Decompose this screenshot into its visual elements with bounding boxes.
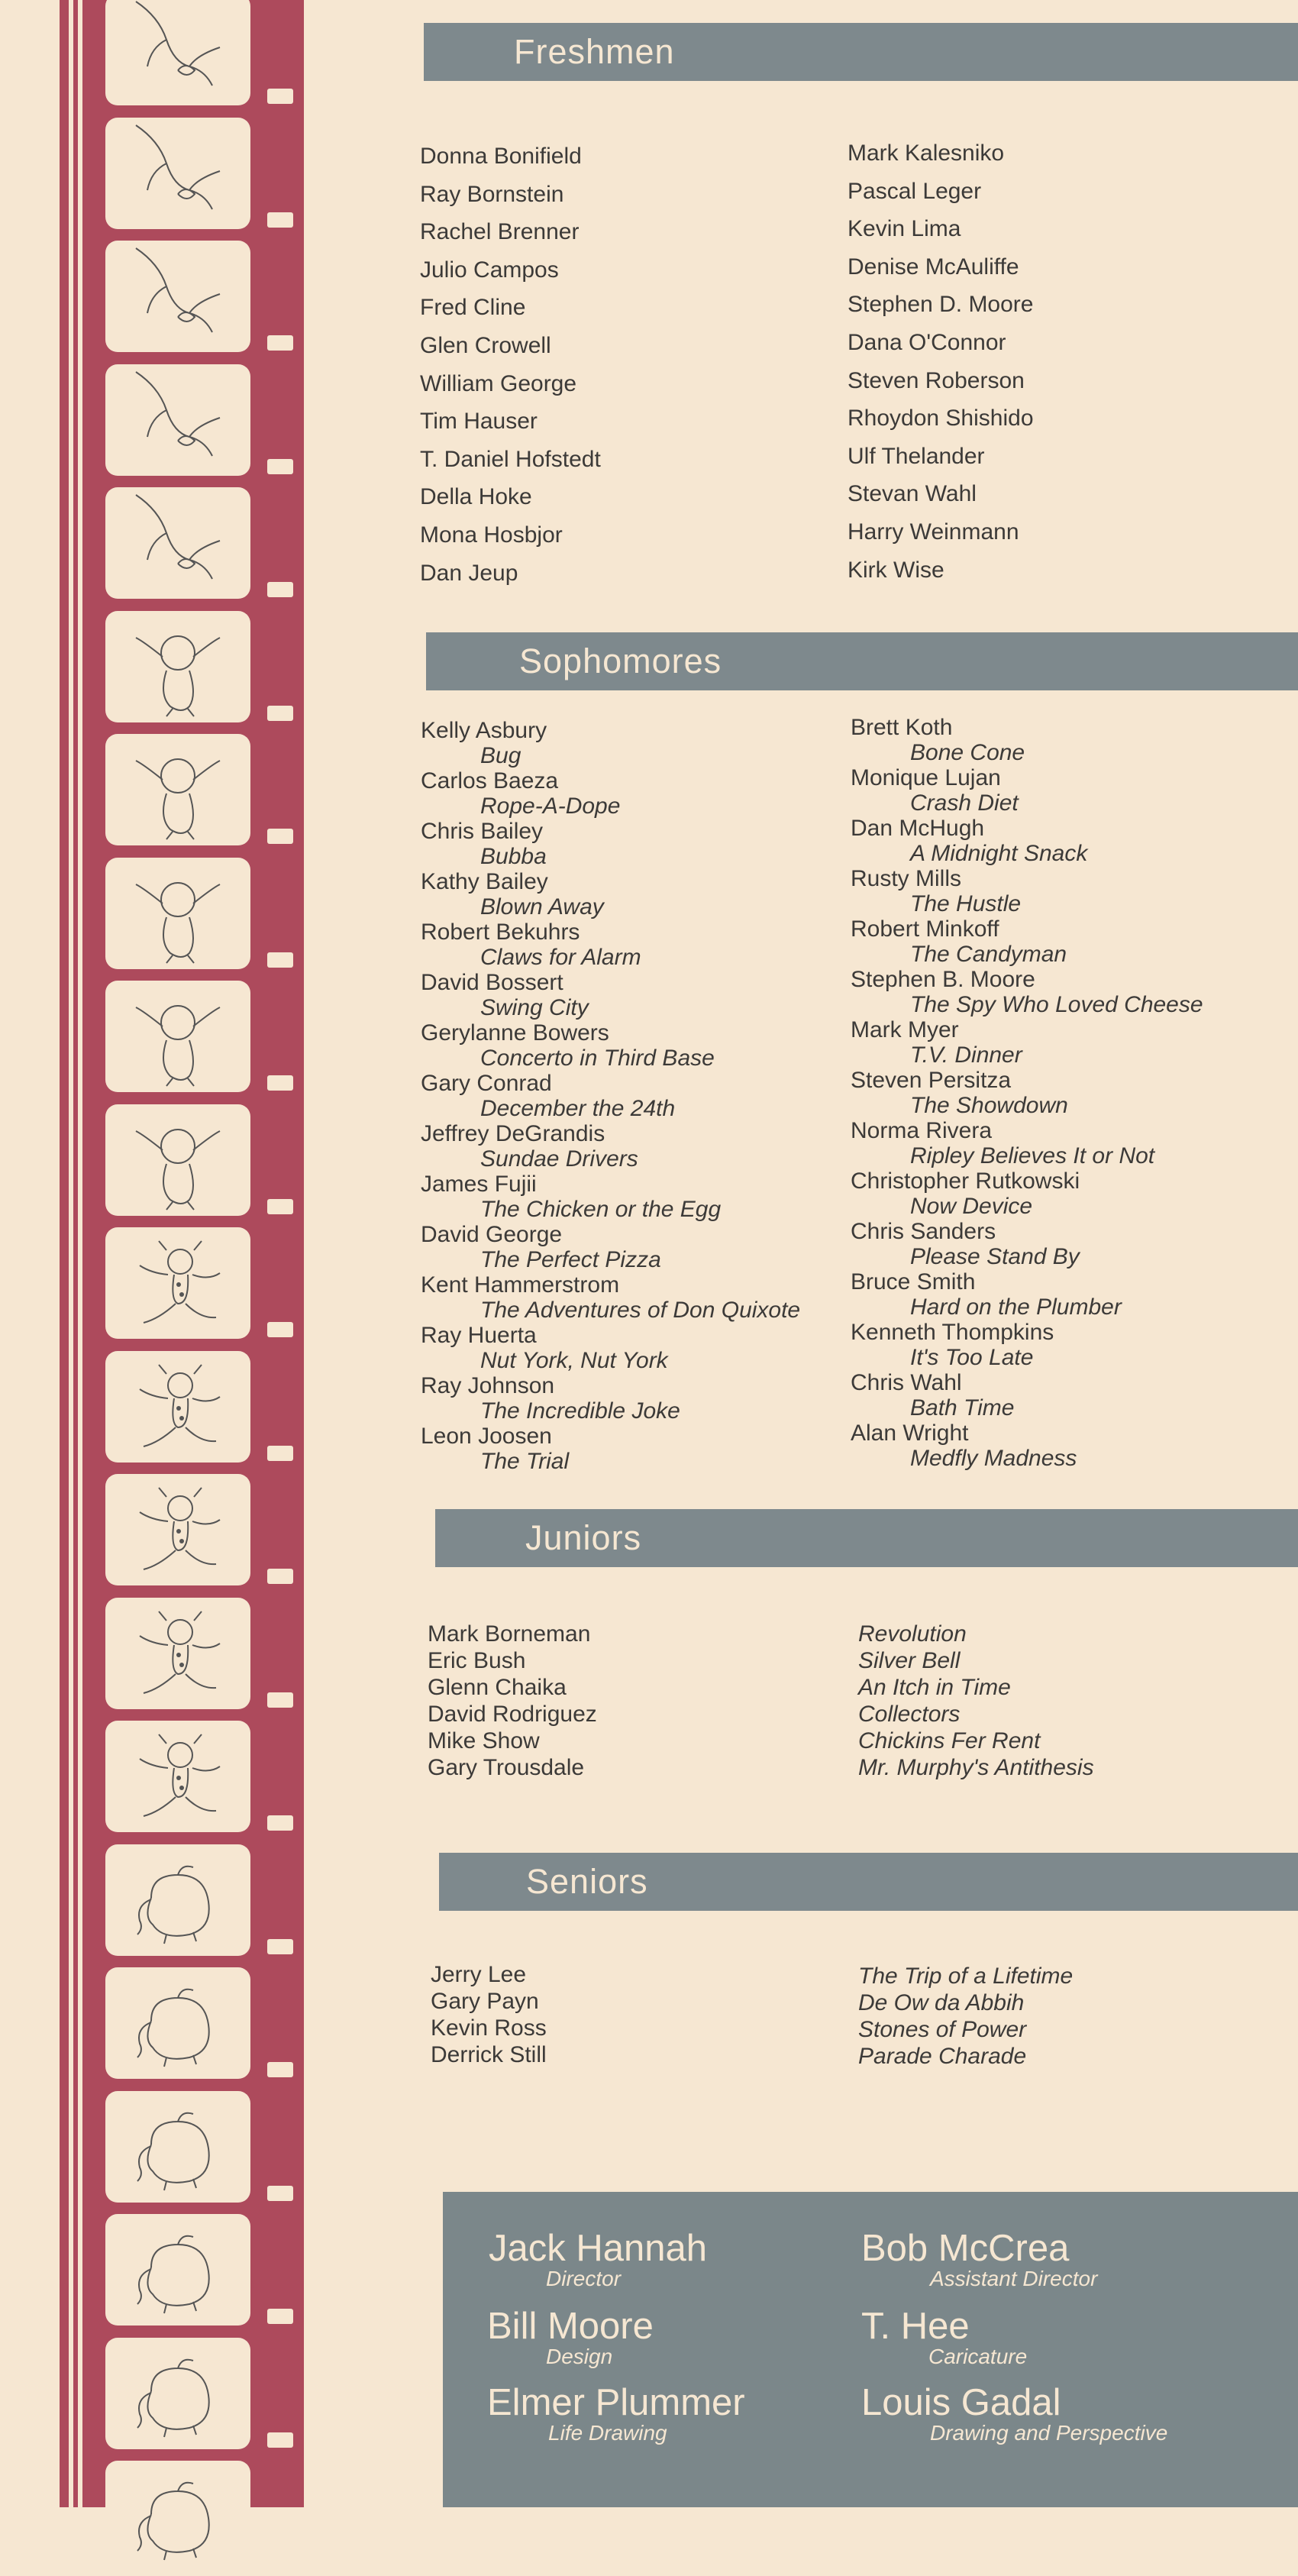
film-title: Now Device: [910, 1194, 1033, 1219]
student-entry: [851, 715, 1203, 765]
student-entry: [421, 718, 800, 768]
sophomores-header: [426, 632, 1298, 690]
student-entry: [851, 1370, 1203, 1421]
sprocket-hole: [267, 89, 293, 104]
student-entry: [421, 920, 800, 970]
elephant-sketch-icon: [105, 2461, 250, 2572]
student-name: Ray Johnson: [421, 1373, 555, 1398]
film-strip-edge-thin: [73, 0, 78, 2507]
faculty-name: T. Hee: [861, 2306, 970, 2347]
film-frame: [105, 2338, 250, 2449]
student-entry: [421, 1272, 800, 1323]
student-name: Christopher Rutkowski: [851, 1168, 1080, 1194]
student-entry: [421, 869, 800, 920]
film-frame: [105, 981, 250, 1092]
sprocket-hole: [267, 1569, 293, 1584]
film-title: Concerto in Third Base: [480, 1046, 715, 1071]
student-name: Ray Huerta: [421, 1323, 537, 1348]
freshmen-left-column: [420, 137, 601, 592]
film-frame: [105, 2461, 250, 2572]
clown-dancing-sketch-icon: [105, 1474, 250, 1585]
student-name: Mike Show: [428, 1728, 540, 1753]
student-name: Stephen D. Moore: [848, 292, 1034, 318]
student-name: Stevan Wahl: [848, 481, 977, 507]
film-title: Medfly Madness: [910, 1446, 1077, 1471]
student-name: Brett Koth: [851, 715, 953, 740]
student-entry: [851, 1219, 1203, 1269]
seniors-header: [439, 1853, 1298, 1911]
elephant-sketch-icon: [105, 2214, 250, 2326]
film-title: The Showdown: [910, 1093, 1068, 1118]
sprocket-hole: [267, 212, 293, 228]
sprocket-hole: [267, 1322, 293, 1337]
film-title: The Spy Who Loved Cheese: [910, 992, 1203, 1017]
student-entry: [421, 970, 800, 1020]
film-title: The Chicken or the Egg: [480, 1197, 722, 1222]
film-frame: [105, 1844, 250, 1956]
boy-waving-sketch-icon: [105, 1104, 250, 1216]
film-title: Parade Charade: [858, 2044, 1027, 2069]
sprocket-hole: [267, 1692, 293, 1708]
clown-dancing-sketch-icon: [105, 1721, 250, 1832]
film-title: The Trip of a Lifetime: [858, 1964, 1074, 1989]
student-entry: [421, 1373, 800, 1424]
student-name: Gerylanne Bowers: [421, 1020, 609, 1046]
film-title: Silver Bell: [858, 1648, 961, 1673]
student-entry: [421, 1071, 800, 1121]
boy-waving-sketch-icon: [105, 611, 250, 722]
student-entry: [851, 916, 1203, 967]
faculty-name: Elmer Plummer: [487, 2382, 745, 2423]
faculty-member: [487, 2306, 654, 2368]
faculty-role: Assistant Director: [930, 2267, 1098, 2290]
film-title: Bath Time: [910, 1395, 1015, 1421]
film-frame: [105, 0, 250, 105]
freshmen-title: Freshmen: [514, 32, 675, 71]
faculty-box: [443, 2192, 1298, 2507]
faculty-role: Caricature: [928, 2345, 1028, 2368]
sprocket-hole: [267, 2309, 293, 2324]
sprocket-hole: [267, 952, 293, 968]
student-name: Carlos Baeza: [421, 768, 559, 793]
student-entry: [421, 1121, 800, 1172]
student-name: Derrick Still: [431, 2042, 547, 2067]
student-name: Rachel Brenner: [420, 219, 580, 245]
film-frame: [105, 241, 250, 352]
film-title: Stones of Power: [858, 2017, 1027, 2042]
student-name: Gary Conrad: [421, 1071, 552, 1096]
student-entry: [851, 1320, 1203, 1370]
faculty-member: [861, 2383, 1167, 2444]
film-title: Revolution: [858, 1621, 967, 1647]
faculty-name: Jack Hannah: [489, 2228, 708, 2269]
student-name: Julio Campos: [420, 257, 559, 283]
student-name: Glenn Chaika: [428, 1675, 567, 1700]
faculty-member: [489, 2229, 707, 2290]
student-entry: [421, 819, 800, 869]
student-entry: [851, 866, 1203, 916]
film-title: Collectors: [858, 1702, 961, 1727]
film-title: Mr. Murphy's Antithesis: [858, 1755, 1094, 1780]
student-name: Della Hoke: [420, 484, 532, 510]
sprocket-hole: [267, 2062, 293, 2077]
film-frame: [105, 1227, 250, 1339]
sprocket-hole: [267, 1075, 293, 1091]
faculty-name: Bill Moore: [487, 2306, 654, 2347]
film-title: Nut York, Nut York: [480, 1348, 668, 1373]
student-name: James Fujii: [421, 1172, 537, 1197]
student-name: Ulf Thelander: [848, 443, 985, 469]
film-frame: [105, 118, 250, 229]
film-title: Ripley Believes It or Not: [910, 1143, 1155, 1168]
monkey-swinging-sketch-icon: [105, 118, 250, 229]
sprocket-hole: [267, 706, 293, 721]
student-entry: [851, 967, 1203, 1017]
boy-waving-sketch-icon: [105, 981, 250, 1092]
student-entry: [851, 1269, 1203, 1320]
student-name: Alan Wright: [851, 1421, 969, 1446]
student-name: Dan Jeup: [420, 560, 518, 586]
film-title: The Adventures of Don Quixote: [480, 1298, 801, 1323]
student-name: Jeffrey DeGrandis: [421, 1121, 605, 1146]
student-name: Kathy Bailey: [421, 869, 548, 894]
elephant-sketch-icon: [105, 1844, 250, 1956]
student-entry: [421, 1424, 800, 1474]
student-name: Donna Bonifield: [420, 144, 582, 169]
student-entry: [851, 1168, 1203, 1219]
freshmen-header: [424, 23, 1298, 81]
student-name: Tim Hauser: [420, 409, 538, 435]
juniors-film-titles: [858, 1621, 1094, 1781]
boy-waving-sketch-icon: [105, 734, 250, 845]
film-title: T.V. Dinner: [910, 1042, 1022, 1068]
student-entry: [421, 1323, 800, 1373]
faculty-role: Design: [546, 2345, 613, 2368]
film-title: Rope-A-Dope: [480, 793, 621, 819]
student-name: William George: [420, 370, 577, 396]
film-title: December the 24th: [480, 1096, 676, 1121]
film-frame: [105, 1104, 250, 1216]
film-strip-edge: [60, 0, 69, 2507]
film-title: Bubba: [480, 844, 547, 869]
student-name: Mark Myer: [851, 1017, 959, 1042]
student-entry: [851, 1421, 1203, 1471]
film-frame: [105, 1351, 250, 1463]
freshmen-right-column: [848, 134, 1034, 589]
film-frame: [105, 1967, 250, 2079]
clown-dancing-sketch-icon: [105, 1351, 250, 1463]
student-name: Jerry Lee: [431, 1962, 527, 1987]
student-name: Rhoydon Shishido: [848, 406, 1034, 431]
student-name: Ray Bornstein: [420, 181, 564, 207]
student-name: Denise McAuliffe: [848, 254, 1019, 280]
sophomores-left-column: [421, 718, 800, 1474]
clown-dancing-sketch-icon: [105, 1227, 250, 1339]
student-name: Fred Cline: [420, 295, 526, 321]
film-frame: [105, 734, 250, 845]
student-name: Gary Trousdale: [428, 1755, 585, 1780]
film-title: Bone Cone: [910, 740, 1025, 765]
seniors-title: Seniors: [526, 1862, 648, 1901]
faculty-name: Bob McCrea: [861, 2228, 1070, 2269]
sprocket-hole: [267, 2186, 293, 2201]
sprocket-hole: [267, 829, 293, 844]
student-name: Monique Lujan: [851, 765, 1001, 790]
student-entry: [851, 816, 1203, 866]
student-entry: [851, 1118, 1203, 1168]
sprocket-hole: [267, 1199, 293, 1214]
film-title: De Ow da Abbih: [858, 1990, 1025, 2015]
student-name: Kevin Lima: [848, 216, 961, 242]
student-name: Norma Rivera: [851, 1118, 993, 1143]
elephant-sketch-icon: [105, 1967, 250, 2079]
film-title: Blown Away: [480, 894, 604, 920]
student-entry: [421, 1020, 800, 1071]
seniors-film-titles: [858, 1963, 1073, 2070]
film-title: The Hustle: [910, 891, 1022, 916]
film-title: Bug: [480, 743, 521, 768]
film-title: It's Too Late: [910, 1345, 1034, 1370]
student-name: Steven Persitza: [851, 1068, 1012, 1093]
student-name: Kenneth Thompkins: [851, 1320, 1054, 1345]
film-frame: [105, 487, 250, 599]
seniors-names: [431, 1961, 547, 2068]
film-title: Crash Diet: [910, 790, 1019, 816]
student-name: Kevin Ross: [431, 2015, 547, 2041]
sprocket-hole: [267, 2432, 293, 2448]
student-name: Gary Payn: [431, 1989, 539, 2014]
student-name: Eric Bush: [428, 1648, 526, 1673]
student-name: Chris Wahl: [851, 1370, 962, 1395]
sprocket-hole: [267, 2555, 293, 2571]
sprocket-hole: [267, 1815, 293, 1831]
sophomores-right-column: [851, 715, 1203, 1471]
elephant-sketch-icon: [105, 2091, 250, 2203]
film-frame: [105, 1474, 250, 1585]
faculty-role: Life Drawing: [548, 2421, 667, 2445]
film-frame: [105, 364, 250, 476]
film-title: A Midnight Snack: [910, 841, 1088, 866]
student-name: Mark Kalesniko: [848, 141, 1005, 166]
film-title: Chickins Fer Rent: [858, 1728, 1041, 1753]
student-name: Dan McHugh: [851, 816, 985, 841]
juniors-names: [428, 1621, 597, 1781]
student-entry: [421, 1222, 800, 1272]
film-title: Please Stand By: [910, 1244, 1080, 1269]
sprocket-hole: [267, 335, 293, 351]
elephant-sketch-icon: [105, 2338, 250, 2449]
student-entry: [851, 765, 1203, 816]
film-title: Hard on the Plumber: [910, 1294, 1122, 1320]
film-title: Sundae Drivers: [480, 1146, 638, 1172]
film-title: Swing City: [480, 995, 589, 1020]
juniors-header: [435, 1509, 1298, 1567]
monkey-swinging-sketch-icon: [105, 487, 250, 599]
faculty-role: Drawing and Perspective: [930, 2421, 1168, 2445]
student-name: Robert Minkoff: [851, 916, 999, 942]
student-name: Robert Bekuhrs: [421, 920, 580, 945]
student-entry: [421, 768, 800, 819]
film-title: Claws for Alarm: [480, 945, 641, 970]
film-title: The Candyman: [910, 942, 1067, 967]
film-frame: [105, 858, 250, 969]
student-name: David Rodriguez: [428, 1702, 597, 1727]
monkey-swinging-sketch-icon: [105, 364, 250, 476]
film-frame: [105, 1721, 250, 1832]
student-name: Rusty Mills: [851, 866, 962, 891]
student-name: Pascal Leger: [848, 178, 982, 204]
student-name: Chris Sanders: [851, 1219, 996, 1244]
student-entry: [851, 1017, 1203, 1068]
sprocket-hole: [267, 1446, 293, 1461]
sprocket-hole: [267, 459, 293, 474]
student-name: Glen Crowell: [420, 332, 551, 358]
film-frame: [105, 2091, 250, 2203]
faculty-role: Director: [546, 2267, 622, 2290]
student-name: Mona Hosbjor: [420, 522, 563, 548]
student-name: Bruce Smith: [851, 1269, 976, 1294]
film-title: The Trial: [480, 1449, 570, 1474]
clown-dancing-sketch-icon: [105, 1598, 250, 1709]
juniors-title: Juniors: [525, 1518, 642, 1557]
student-name: David George: [421, 1222, 563, 1247]
film-frame: [105, 2214, 250, 2326]
student-name: Dana O'Connor: [848, 329, 1006, 355]
student-name: Leon Joosen: [421, 1424, 552, 1449]
film-frame: [105, 1598, 250, 1709]
student-entry: [851, 1068, 1203, 1118]
film-title: An Itch in Time: [858, 1675, 1011, 1700]
faculty-member: [861, 2306, 1027, 2368]
student-name: Kelly Asbury: [421, 718, 547, 743]
monkey-swinging-sketch-icon: [105, 241, 250, 352]
student-name: Harry Weinmann: [848, 519, 1019, 545]
student-name: David Bossert: [421, 970, 563, 995]
faculty-member: [487, 2383, 745, 2444]
film-strip: [60, 0, 304, 2507]
student-name: Kirk Wise: [848, 557, 944, 583]
sprocket-hole: [267, 1939, 293, 1954]
student-name: Stephen B. Moore: [851, 967, 1035, 992]
student-name: T. Daniel Hofstedt: [420, 446, 601, 472]
faculty-member: [861, 2229, 1097, 2290]
faculty-name: Louis Gadal: [861, 2382, 1061, 2423]
film-title: The Incredible Joke: [480, 1398, 680, 1424]
sprocket-hole: [267, 582, 293, 597]
boy-waving-sketch-icon: [105, 858, 250, 969]
student-name: Steven Roberson: [848, 367, 1025, 393]
student-name: Kent Hammerstrom: [421, 1272, 620, 1298]
film-title: The Perfect Pizza: [480, 1247, 661, 1272]
monkey-swinging-sketch-icon: [105, 0, 250, 105]
student-entry: [421, 1172, 800, 1222]
student-name: Mark Borneman: [428, 1621, 591, 1647]
film-frame: [105, 611, 250, 722]
student-name: Chris Bailey: [421, 819, 544, 844]
sophomores-title: Sophomores: [519, 642, 722, 680]
